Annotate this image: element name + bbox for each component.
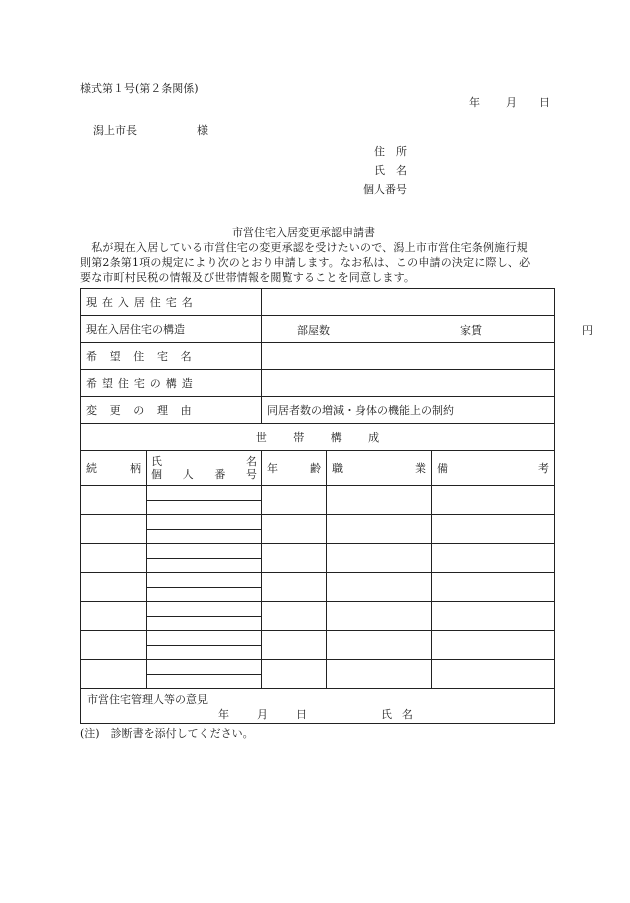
age-field[interactable] [262, 602, 327, 631]
relation-field[interactable] [81, 515, 147, 544]
col-remarks-char-1: 備 [437, 462, 448, 475]
addressee: 潟上市長 [93, 124, 137, 137]
job-field[interactable] [327, 573, 432, 602]
desired-structure-label-cell [81, 370, 262, 397]
age-field[interactable] [262, 660, 327, 689]
col-remarks-header [432, 451, 555, 486]
col-relation-char-1: 続 [86, 462, 97, 475]
member-name-field[interactable] [147, 573, 261, 588]
current-house-name-label: 現在入居住宅名 [86, 296, 198, 309]
reason-value: 同居者数の増減・身体の機能上の制約 [267, 404, 454, 417]
current-structure-label-cell [81, 316, 262, 343]
col-id-char-4: 号 [245, 468, 257, 481]
attachment-note: (注) 診断書を添付してください。 [80, 727, 254, 740]
job-field[interactable] [327, 631, 432, 660]
household-row [81, 515, 555, 544]
current-structure-field[interactable] [262, 316, 593, 343]
relation-field[interactable] [81, 660, 147, 689]
name-id-field [147, 515, 262, 544]
col-id-char-3: 番 [214, 468, 226, 481]
member-name-field[interactable] [147, 631, 261, 646]
household-row [81, 631, 555, 660]
rent-label: 家賃 [460, 324, 482, 337]
member-name-field[interactable] [147, 660, 261, 675]
job-field[interactable] [327, 544, 432, 573]
member-id-field[interactable] [147, 501, 261, 515]
reason-row [81, 397, 555, 424]
application-table [80, 288, 593, 724]
col-id-char-1: 個 [151, 468, 162, 481]
opinion-row [81, 689, 555, 724]
job-field[interactable] [327, 515, 432, 544]
rooms-label: 部屋数 [297, 324, 330, 337]
opinion-field[interactable] [81, 689, 555, 724]
remarks-field[interactable] [432, 602, 555, 631]
age-field[interactable] [262, 631, 327, 660]
member-id-field[interactable] [147, 559, 261, 573]
member-name-field[interactable] [147, 602, 261, 617]
col-name-header [147, 451, 262, 486]
household-title-cell [81, 424, 555, 451]
reason-field[interactable] [262, 397, 555, 424]
current-structure-row [81, 316, 555, 343]
desired-structure-label: 希望住宅の構造 [86, 377, 198, 390]
current-house-name-label-cell [81, 289, 262, 316]
job-field[interactable] [327, 602, 432, 631]
remarks-field[interactable] [432, 573, 555, 602]
opinion-date [218, 706, 335, 722]
applicant-id-label: 個人番号 [363, 183, 407, 196]
yen-label: 円 [582, 324, 593, 337]
date-day: 日 [539, 96, 550, 109]
job-field[interactable] [327, 486, 432, 515]
applicant-name-label: 氏 名 [374, 164, 407, 177]
current-house-row [81, 289, 555, 316]
member-name-field[interactable] [147, 544, 261, 559]
col-age-header [262, 451, 327, 486]
form-number: 様式第１号(第２条関係) [80, 82, 199, 95]
applicant-address-label: 住 所 [374, 145, 407, 158]
col-age-char-1: 年 [267, 462, 278, 475]
household-row [81, 573, 555, 602]
current-house-name-field[interactable] [262, 289, 555, 316]
member-name-field[interactable] [147, 515, 261, 530]
remarks-field[interactable] [432, 544, 555, 573]
household-header-row [81, 451, 555, 486]
age-field[interactable] [262, 544, 327, 573]
col-job-char-1: 職 [332, 462, 343, 475]
relation-field[interactable] [81, 573, 147, 602]
member-id-field[interactable] [147, 617, 261, 631]
relation-field[interactable] [81, 486, 147, 515]
col-relation-char-2: 柄 [130, 462, 141, 475]
household-row [81, 602, 555, 631]
remarks-field[interactable] [432, 486, 555, 515]
reason-label: 変更の理由 [86, 404, 205, 417]
col-relation-header [81, 451, 147, 486]
desired-structure-row [81, 370, 555, 397]
name-id-field [147, 573, 262, 602]
col-job-header [327, 451, 432, 486]
col-remarks-char-2: 考 [538, 462, 550, 475]
relation-field[interactable] [81, 602, 147, 631]
name-id-field [147, 544, 262, 573]
date-month: 月 [506, 96, 517, 109]
name-id-field [147, 631, 262, 660]
member-id-field[interactable] [147, 646, 261, 660]
desired-house-name-field[interactable] [262, 343, 555, 370]
desired-house-name-label-cell [81, 343, 262, 370]
member-id-field[interactable] [147, 588, 261, 602]
col-name-char-1: 氏 [151, 455, 162, 468]
body-text-line-2: 則第2条第1項の規定により次のとおり申請します。なお私は、この申請の決定に際し、必 [80, 256, 531, 269]
desired-house-row [81, 343, 555, 370]
col-name-char-2: 名 [246, 455, 257, 468]
age-field[interactable] [262, 515, 327, 544]
relation-field[interactable] [81, 631, 147, 660]
household-title-row [81, 424, 555, 451]
member-id-field[interactable] [147, 530, 261, 544]
member-name-field[interactable] [147, 486, 261, 501]
body-text-line-3: 要な市町村民税の情報及び世帯情報を閲覧することを同意します。 [80, 271, 416, 284]
opinion-sign-label: 氏名 [381, 708, 423, 721]
col-age-char-2: 齢 [310, 462, 321, 475]
name-id-field [147, 660, 262, 689]
remarks-field[interactable] [432, 631, 555, 660]
col-job-char-2: 業 [415, 462, 426, 475]
reason-label-cell [81, 397, 262, 424]
addressee-honorific: 様 [197, 124, 208, 137]
body-text-line-1: 私が現在入居している市営住宅の変更承認を受けたいので、潟上市市営住宅条例施行規 [80, 241, 528, 254]
name-id-field [147, 602, 262, 631]
document-title: 市営住宅入居変更承認申請書 [232, 226, 375, 239]
desired-structure-field[interactable] [262, 370, 555, 397]
opinion-day: 日 [296, 708, 307, 721]
age-field[interactable] [262, 486, 327, 515]
household-title: 世帯構成 [255, 431, 406, 444]
name-id-field [147, 486, 262, 515]
opinion-label: 市営住宅管理人等の意見 [87, 693, 208, 706]
remarks-field[interactable] [432, 515, 555, 544]
relation-field[interactable] [81, 544, 147, 573]
age-field[interactable] [262, 573, 327, 602]
household-row [81, 660, 555, 689]
opinion-year: 年 [218, 708, 229, 721]
current-structure-label: 現在入居住宅の構造 [86, 323, 185, 336]
date-year: 年 [469, 96, 480, 109]
household-row [81, 486, 555, 515]
col-id-char-2: 人 [182, 468, 194, 481]
member-id-field[interactable] [147, 675, 261, 689]
desired-house-name-label: 希望住宅名 [86, 350, 205, 363]
job-field[interactable] [327, 660, 432, 689]
household-row [81, 544, 555, 573]
opinion-month: 月 [257, 708, 268, 721]
remarks-field[interactable] [432, 660, 555, 689]
